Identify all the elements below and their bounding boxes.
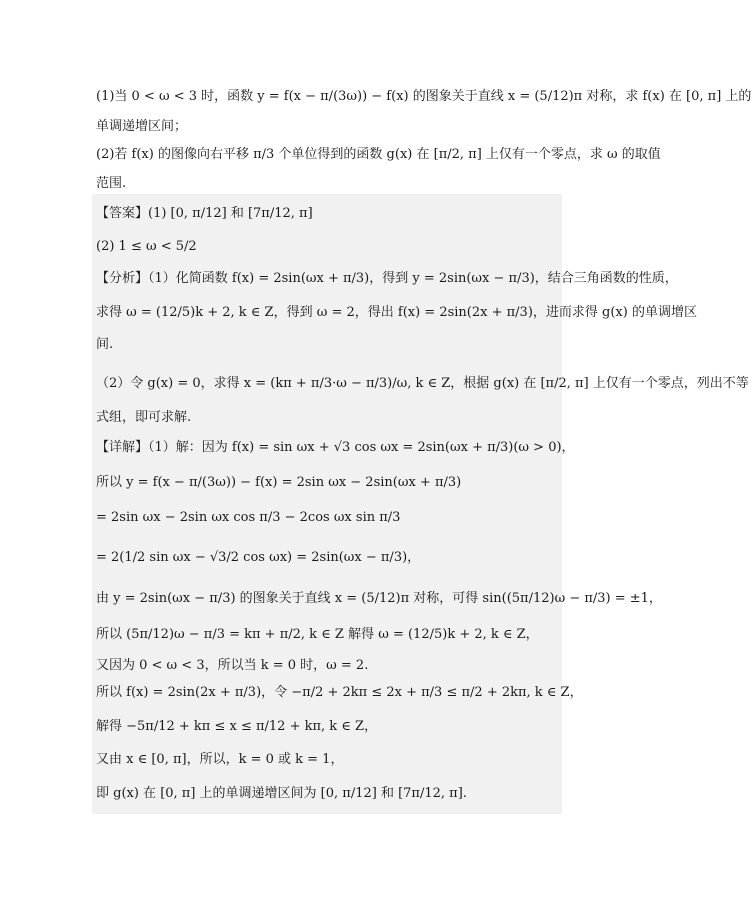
detail-line9: 解得 −5π/12 + kπ ≤ x ≤ π/12 + kπ, k ∈ Z， xyxy=(96,719,378,734)
detail-line11: 即 g(x) 在 [0, π] 上的单调递增区间为 [0, π/12] 和 [7π/12, π]. xyxy=(96,786,467,801)
question-part1-line1: (1)当 0 < ω < 3 时，函数 y = f(x − π/(3ω)) − f(x) 的图象关于直线 x = (5/12)π 对称，求 f(x) 在 [0, π] 上的 xyxy=(96,89,751,104)
detail-line5: 由 y = 2sin(ωx − π/3) 的图象关于直线 x = (5/12)π 对称，可得 sin((5π/12)ω − π/3) = ±1， xyxy=(96,591,662,606)
detail-line6: 所以 (5π/12)ω − π/3 = kπ + π/2, k ∈ Z 解得 ω = (12/5)k + 2, k ∈ Z， xyxy=(96,627,539,642)
detail-line2: 所以 y = f(x − π/(3ω)) − f(x) = 2sin ωx − 2sin(ωx + π/3) xyxy=(96,475,462,490)
answer-line2: (2) 1 ≤ ω < 5/2 xyxy=(96,239,197,254)
detail-line7: 又因为 0 < ω < 3，所以当 k = 0 时，ω = 2. xyxy=(96,658,369,673)
detail-line10: 又由 x ∈ [0, π]，所以，k = 0 或 k = 1， xyxy=(96,752,344,767)
analysis-line5: 式组，即可求解. xyxy=(96,410,192,425)
detail-line8: 所以 f(x) = 2sin(2x + π/3)，令 −π/2 + 2kπ ≤ 2x + π/3 ≤ π/2 + 2kπ, k ∈ Z， xyxy=(96,685,583,700)
analysis-line4: （2）令 g(x) = 0，求得 x = (kπ + π/3·ω − π/3)/ω, k ∈ Z，根据 g(x) 在 [π/2, π] 上仅有一个零点，列出不等 xyxy=(96,376,749,391)
analysis-line1: 【分析】（1）化简函数 f(x) = 2sin(ωx + π/3)，得到 y = 2sin(ωx − π/3)，结合三角函数的性质， xyxy=(96,271,678,286)
analysis-line3: 间. xyxy=(96,337,114,352)
detail-line3: = 2sin ωx − 2sin ωx cos π/3 − 2cos ωx sin π/3 xyxy=(96,510,401,525)
detail-line4: = 2(1/2 sin ωx − √3/2 cos ωx) = 2sin(ωx − π/3)， xyxy=(96,550,421,565)
question-part2-line1: (2)若 f(x) 的图像向右平移 π/3 个单位得到的函数 g(x) 在 [π/2, π] 上仅有一个零点，求 ω 的取值 xyxy=(96,147,661,162)
answer-line1: 【答案】(1) [0, π/12] 和 [7π/12, π] xyxy=(96,206,313,221)
detail-line1: 【详解】（1）解：因为 f(x) = sin ωx + √3 cos ωx = 2sin(ωx + π/3)(ω > 0)， xyxy=(96,440,575,455)
question-part1-line2: 单调递增区间； xyxy=(96,119,188,134)
question-part2-line2: 范围. xyxy=(96,176,127,191)
analysis-line2: 求得 ω = (12/5)k + 2, k ∈ Z，得到 ω = 2，得出 f(x) = 2sin(2x + π/3)，进而求得 g(x) 的单调增区 xyxy=(96,305,697,320)
